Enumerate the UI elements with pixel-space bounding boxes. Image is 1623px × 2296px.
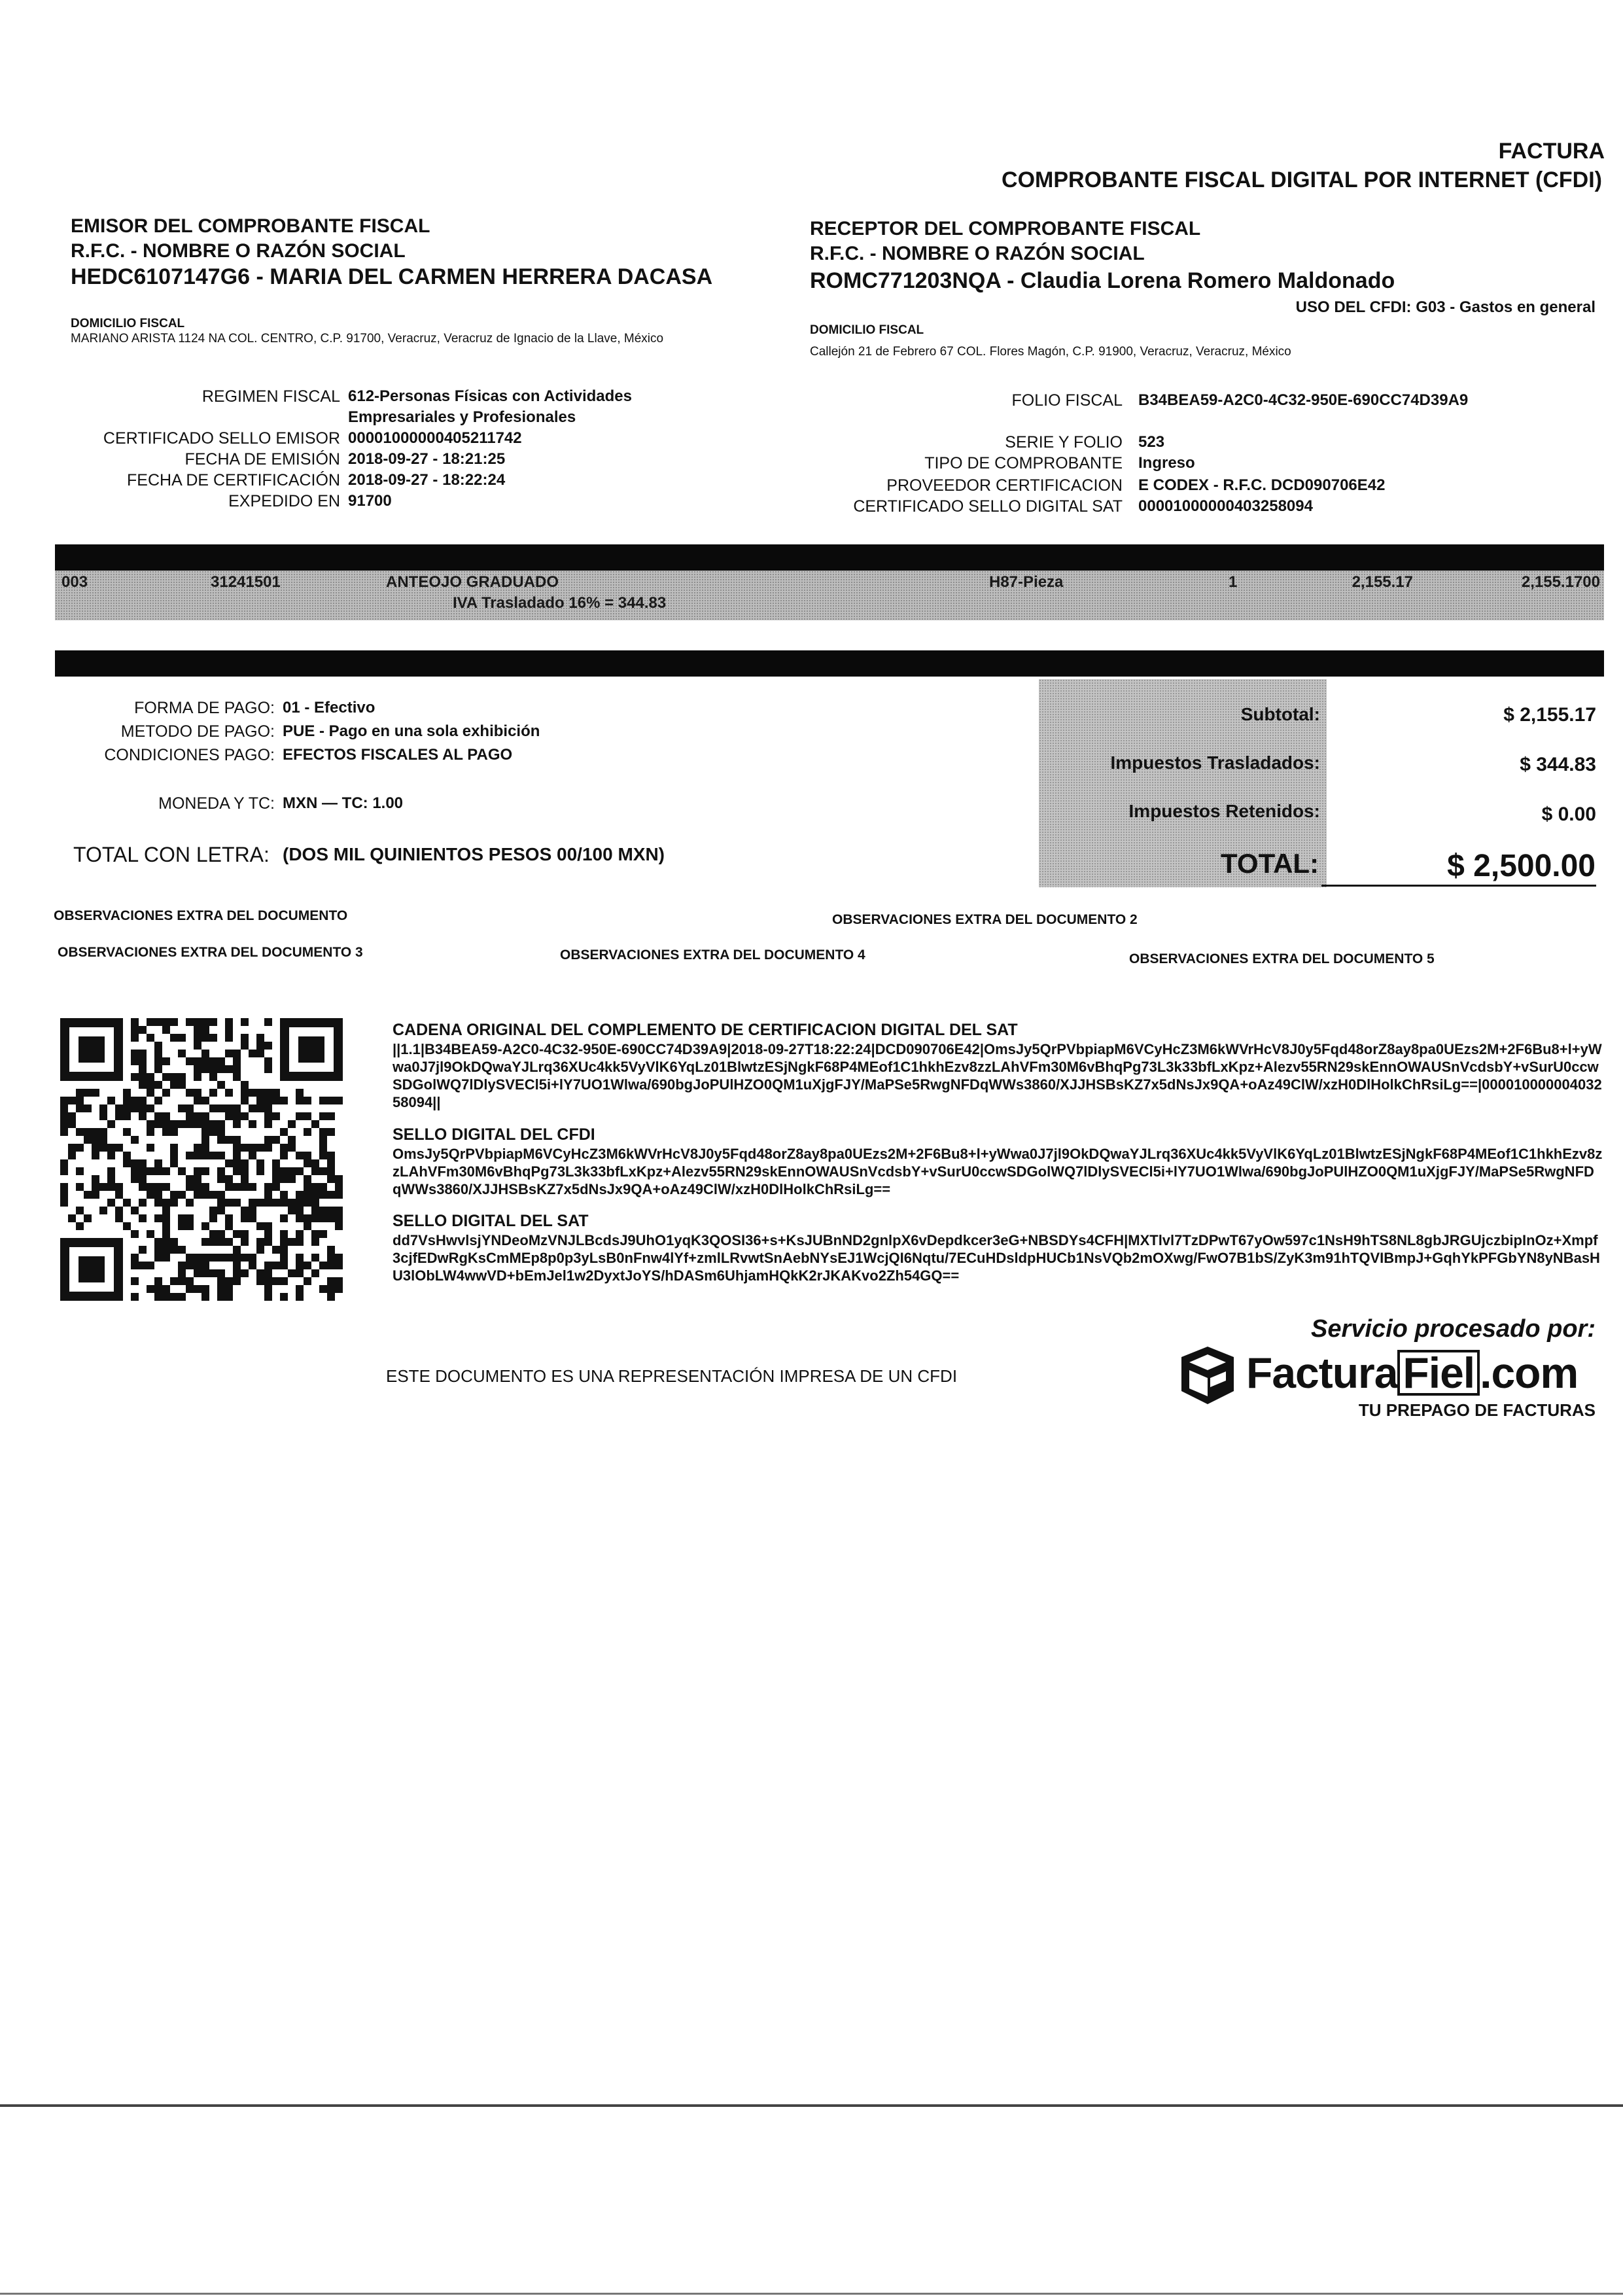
receptor-rfc-label: R.F.C. - NOMBRE O RAZÓN SOCIAL [810, 243, 1145, 264]
fecha-emision-label: FECHA DE EMISIÓN [184, 450, 340, 468]
observaciones-3: OBSERVACIONES EXTRA DEL DOCUMENTO 3 [58, 945, 363, 960]
facturafiel-brand [1246, 1348, 1578, 1398]
cert-sat-label: CERTIFICADO SELLO DIGITAL SAT [853, 497, 1123, 516]
regimen-label: REGIMEN FISCAL [201, 387, 340, 406]
cadena-title: CADENA ORIGINAL DEL COMPLEMENTO DE CERTIFICACION DIGITAL DEL SAT [393, 1021, 1018, 1039]
forma-pago-value: 01 - Efectivo [283, 699, 375, 716]
item-cantidad: 003 [61, 573, 88, 591]
cert-emisor-label: CERTIFICADO SELLO EMISOR [103, 429, 340, 448]
sello-cfdi: OmsJy5QrPVbpiapM6VCyHcZ3M6kWVrHcV8J0y5Fqd48orZ8ay8pa0UEzs2M+2F6Bu8+l+yWwa0J7jl9OkDQwaYJLrq36XUc4kk5VyVlK6YqLz01BlwtzESjNgkF68P4MEof1C1hkhEzv8zzLAhVFm30M6vBhqPg73L3k33bfLxKpz+Alezv55RN29skEnnOWAUSnVcdsbY+vSurU0ccwSDGolWQ7lDlySVECl5i+lY7UO1Wlwa/690bgJoPUlHZO0QM1uXjgFJY/MaPSe5RwgNFDqWWs3860/XJJHSBsKZ7x5dNsJx9QA+oAz49ClW/xzH0DlHolkChRsiLg== [393, 1146, 1603, 1197]
subtotal-value: $ 2,155.17 [1503, 704, 1596, 726]
fecha-certificacion-label: FECHA DE CERTIFICACIÓN [127, 471, 340, 489]
item-precio: 2,155.17 [1352, 573, 1413, 591]
item-importe: 2,155.1700 [1521, 573, 1600, 591]
emisor-name: HEDC6107147G6 - MARIA DEL CARMEN HERRERA DACASA [71, 264, 713, 289]
total-label: TOTAL: [1221, 848, 1319, 879]
scan-edge [0, 2293, 1623, 2295]
metodo-pago-label: METODO DE PAGO: [120, 722, 275, 741]
fecha-emision-value: 2018-09-27 - 18:21:25 [348, 450, 506, 468]
sello-cfdi-title: SELLO DIGITAL DEL CFDI [393, 1125, 595, 1144]
facturafiel-logo-icon [1175, 1344, 1240, 1410]
total-underline [1321, 885, 1596, 887]
total-letra-label: TOTAL CON LETRA: [73, 843, 270, 866]
condiciones-pago-label: CONDICIONES PAGO: [104, 746, 275, 764]
brand-part-2: Fiel [1397, 1350, 1480, 1396]
forma-pago-label: FORMA DE PAGO: [134, 699, 275, 717]
condiciones-pago-value: EFECTOS FISCALES AL PAGO [283, 746, 513, 764]
emisor-domicilio-label: DOMICILIO FISCAL [71, 317, 185, 330]
observaciones-5: OBSERVACIONES EXTRA DEL DOCUMENTO 5 [1129, 951, 1435, 966]
moneda-label: MONEDA Y TC: [158, 794, 275, 813]
servicio-procesado: Servicio procesado por: [1310, 1315, 1596, 1343]
total-value: $ 2,500.00 [1447, 849, 1596, 883]
expedido-value: 91700 [348, 492, 392, 510]
receptor-name: ROMC771203NQA - Claudia Lorena Romero Maldonado [810, 268, 1395, 293]
proveedor-label: PROVEEDOR CERTIFICACION [886, 476, 1123, 495]
expedido-label: EXPEDIDO EN [228, 492, 340, 510]
total-letra-value: (DOS MIL QUINIENTOS PESOS 00/100 MXN) [283, 844, 665, 864]
qr-code-image [60, 1018, 343, 1301]
representacion-impresa: ESTE DOCUMENTO ES UNA REPRESENTACIÓN IMPRESA DE UN CFDI [386, 1366, 958, 1386]
items-footer-bar [55, 650, 1604, 677]
observaciones-1: OBSERVACIONES EXTRA DEL DOCUMENTO [54, 908, 348, 923]
item-clave: 31241501 [211, 573, 281, 591]
sello-sat-title: SELLO DIGITAL DEL SAT [393, 1212, 589, 1230]
receptor-domicilio: Callejón 21 de Febrero 67 COL. Flores Magón, C.P. 91900, Veracruz, Veracruz, México [810, 345, 1291, 359]
cadena-original: ||1.1|B34BEA59-A2C0-4C32-950E-690CC74D39A9|2018-09-27T18:22:24|DCD090706E42|OmsJy5QrPVbpiapM6VCyHcZ3M6kWVrHcV8J0y5Fqd48orZ8ay8pa0UEzs2M+2F6Bu8+l+yWwa0J7jl9OkDQwaYJLrq36XUc4kk5VyVlK6YqLz01BlwtzESjNgkF68P4MEof1C1hkhEzv8zzLAhVFm30M6vBhqPg73L3k33bfLxKpz+Alezv55RN29skEnnOWAUSnVcdsbY+vSurU0ccwSDGolWQ7lDlySVECl5i+lY7UO1Wlwa/690bgJoPUlHZO0QM1uXjgFJY/MaPSe5RwgNFDqWWs3860/XJJHSBsKZ7x5dNsJx9QA+oAz49ClW/xzH0DlHolkChRsiLg==|00001000000403258094|| [393, 1041, 1602, 1110]
brand-part-1: Factura [1246, 1349, 1398, 1397]
regimen-value-2: Empresariales y Profesionales [348, 408, 576, 426]
item-unidad: H87-Pieza [989, 573, 1064, 591]
scan-line [0, 2104, 1623, 2107]
brand-tagline: TU PREPAGO DE FACTURAS [1358, 1400, 1596, 1420]
retenidos-label: Impuestos Retenidos: [1128, 801, 1320, 821]
document-type: FACTURA [1498, 139, 1605, 164]
item-descripcion: ANTEOJO GRADUADO [386, 573, 559, 591]
item-cant: 1 [1229, 573, 1238, 591]
uso-cfdi: USO DEL CFDI: G03 - Gastos en general [1295, 298, 1596, 316]
sello-sat: dd7VsHwvlsjYNDeoMzVNJLBcdsJ9UhO1yqK3QOSI36+s+KsJUBnND2gnlpX6vDepdkcer3eG+NBSDYs4CFH|MXTlvl7TzDPwT67yOw597c1NsH9hTS8NL8gbJRGUjczbipInOz+Xmpf3cjfEDwRgKsCmMEp8p0p3yLsB0nFnw4lYf+zmlLRvwtSnAebNYsEJ1WcjQI6Nqtu/7ECuHDsldpHUCb1NsVQb2mOXwg/FwO7B1bS/ZyK3m91hTQVIBmpJ+GqhYkPFGbYN8yNBasHU3lObLW4wwVD+bEmJel1w2DyxtJoYS/hDASm6UhjamHQkK2rJKAKvo2Zh54GQ== [393, 1232, 1600, 1284]
brand-part-3: .com [1480, 1349, 1579, 1397]
retenidos-value: $ 0.00 [1541, 804, 1596, 825]
emisor-rfc-label: R.F.C. - NOMBRE O RAZÓN SOCIAL [71, 240, 406, 262]
document-subtitle: COMPROBANTE FISCAL DIGITAL POR INTERNET (CFDI) [1002, 168, 1602, 192]
trasladados-value: $ 344.83 [1520, 754, 1596, 775]
items-header-bar [55, 544, 1604, 571]
cert-sat-value: 00001000000403258094 [1138, 497, 1313, 515]
regimen-value-1: 612-Personas Físicas con Actividades [348, 387, 632, 405]
moneda-value: MXN — TC: 1.00 [283, 794, 404, 812]
folio-fiscal-value: B34BEA59-A2C0-4C32-950E-690CC74D39A9 [1138, 391, 1469, 409]
subtotal-label: Subtotal: [1240, 704, 1320, 724]
receptor-domicilio-label: DOMICILIO FISCAL [810, 323, 924, 337]
observaciones-2: OBSERVACIONES EXTRA DEL DOCUMENTO 2 [832, 912, 1138, 927]
emisor-heading: EMISOR DEL COMPROBANTE FISCAL [71, 215, 430, 237]
tipo-comprobante-label: TIPO DE COMPROBANTE [924, 454, 1123, 472]
proveedor-value: E CODEX - R.F.C. DCD090706E42 [1138, 476, 1386, 494]
serie-folio-value: 523 [1138, 433, 1165, 451]
tipo-comprobante-value: Ingreso [1138, 454, 1195, 472]
folio-fiscal-label: FOLIO FISCAL [1011, 391, 1123, 410]
observaciones-4: OBSERVACIONES EXTRA DEL DOCUMENTO 4 [560, 947, 865, 963]
cert-emisor-value: 00001000000405211742 [348, 429, 522, 447]
emisor-domicilio: MARIANO ARISTA 1124 NA COL. CENTRO, C.P. 91700, Veracruz, Veracruz de Ignacio de la Llave, México [71, 332, 664, 345]
serie-folio-label: SERIE Y FOLIO [1005, 433, 1123, 451]
fecha-certificacion-value: 2018-09-27 - 18:22:24 [348, 471, 506, 489]
item-impuesto: IVA Trasladado 16% = 344.83 [453, 594, 667, 612]
trasladados-label: Impuestos Trasladados: [1110, 752, 1320, 773]
metodo-pago-value: PUE - Pago en una sola exhibición [283, 722, 540, 740]
receptor-heading: RECEPTOR DEL COMPROBANTE FISCAL [810, 218, 1201, 239]
